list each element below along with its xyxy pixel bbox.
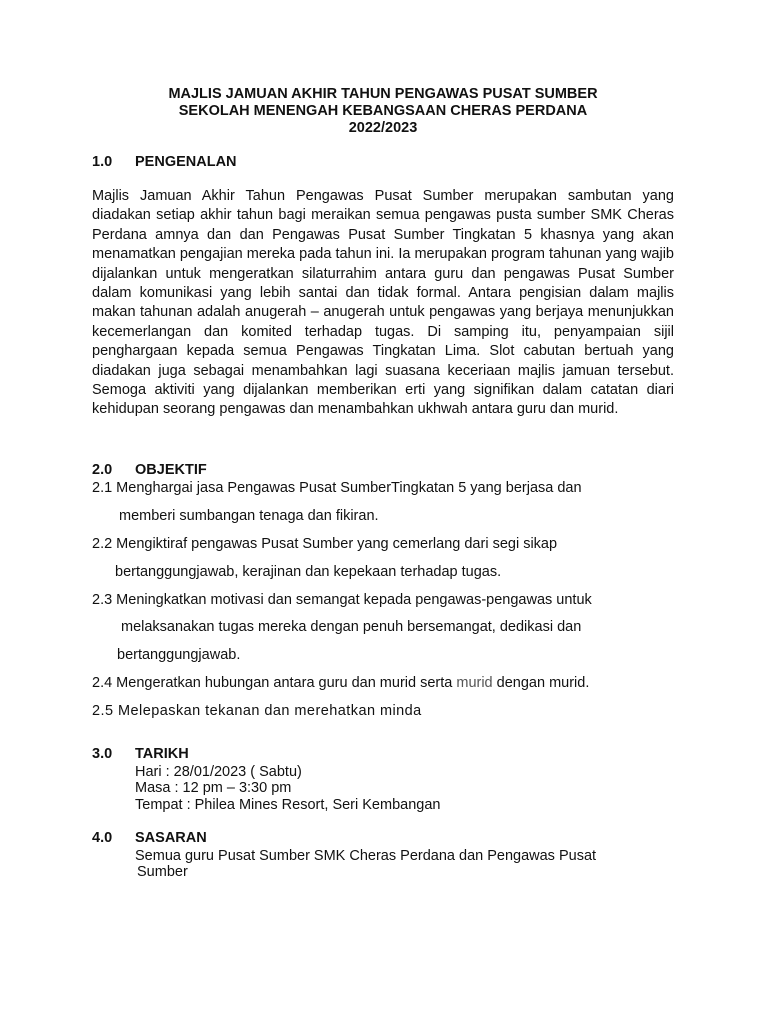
pengenalan-paragraph: Majlis Jamuan Akhir Tahun Pengawas Pusat Sumber merupakan sambutan yang diadakan setiap akhir tahun bagi meraikan semua pengawas pusta sumber SMK Cheras Perdana amnya dan dan Pengawas Pusat Sumber Tingkatan 5 khasnya yang akan menamatkan pengajian mereka pada tahun ini. Ia merupakan program tahunan yang wajib dijalankan untuk mengeratkan silaturrahim antara guru dan pengawas Pusat Sumber dalam komunikasi yang lebih santai dan tidak formal. Antara pengisian dalam majlis makan tahunan adalah anugerah – anugerah untuk pengawas yang berjaya menunjukkan kecemerlangan dan komited terhadap tugas. Di samping itu, penyampaian sijil penghargaan kepada semua Pengawas Tingkatan Lima. Slot cabutan bertuah yang diadakan juga sebagai menambahkan lagi suasana keceriaan majlis jamuan tersebut. Semoga aktiviti yang dijalankan memberikan erti yang signifikan dalam catatan diari kehidupan seorang pengawas dan menambahkan ukhwah antara guru dan murid. <box>92 188 674 418</box>
objective-2-3-line-1: 2.3 Meningkatkan motivasi dan semangat kepada pengawas-pengawas untuk <box>92 592 592 608</box>
tarikh-masa: Masa : 12 pm – 3:30 pm <box>135 780 292 796</box>
objective-2-4-text-a: 2.4 Mengeratkan hubungan antara guru dan murid serta <box>92 675 457 691</box>
objective-2-1-line-1: 2.1 Menghargai jasa Pengawas Pusat SumberTingkatan 5 yang berjasa dan <box>92 480 582 496</box>
objective-2-1-line-2: memberi sumbangan tenaga dan fikiran. <box>119 508 379 524</box>
section-heading-tarikh <box>92 745 189 763</box>
objective-2-2-line-2: bertanggungjawab, kerajinan dan kepekaan terhadap tugas. <box>115 564 502 580</box>
tarikh-hari: Hari : 28/01/2023 ( Sabtu) <box>135 764 302 780</box>
objective-2-4-muted-word: murid <box>456 675 493 691</box>
section-number: 3.0 <box>92 746 113 762</box>
section-number: 1.0 <box>92 154 113 170</box>
title-line-3: 2022/2023 <box>348 120 418 136</box>
title-line-1: MAJLIS JAMUAN AKHIR TAHUN PENGAWAS PUSAT SUMBER <box>168 86 598 102</box>
objective-2-4-text-b: dengan murid. <box>492 675 590 691</box>
title-line-2: SEKOLAH MENENGAH KEBANGSAAN CHERAS PERDANA <box>178 103 588 119</box>
objective-2-5: 2.5 Melepaskan tekanan dan merehatkan minda <box>92 703 422 719</box>
section-heading-objektif <box>92 461 207 479</box>
section-title: TARIKH <box>135 746 189 762</box>
objective-2-3-line-3: bertanggungjawab. <box>117 647 241 663</box>
section-number: 2.0 <box>92 462 113 478</box>
tarikh-tempat: Tempat : Philea Mines Resort, Seri Kembangan <box>135 797 441 813</box>
objective-2-3-line-2: melaksanakan tugas mereka dengan penuh bersemangat, dedikasi dan <box>121 619 582 635</box>
sasaran-line-2: Sumber <box>137 864 188 880</box>
section-title: OBJEKTIF <box>135 462 207 478</box>
sasaran-line-1: Semua guru Pusat Sumber SMK Cheras Perdana dan Pengawas Pusat <box>135 848 597 864</box>
section-heading-pengenalan <box>92 153 237 171</box>
document-title <box>92 86 674 137</box>
section-number: 4.0 <box>92 830 113 846</box>
section-title: SASARAN <box>135 830 207 846</box>
objective-2-4 <box>92 674 589 692</box>
objective-2-2-line-1: 2.2 Mengiktiraf pengawas Pusat Sumber yang cemerlang dari segi sikap <box>92 536 558 552</box>
section-heading-sasaran <box>92 829 207 847</box>
section-title: PENGENALAN <box>135 154 237 170</box>
